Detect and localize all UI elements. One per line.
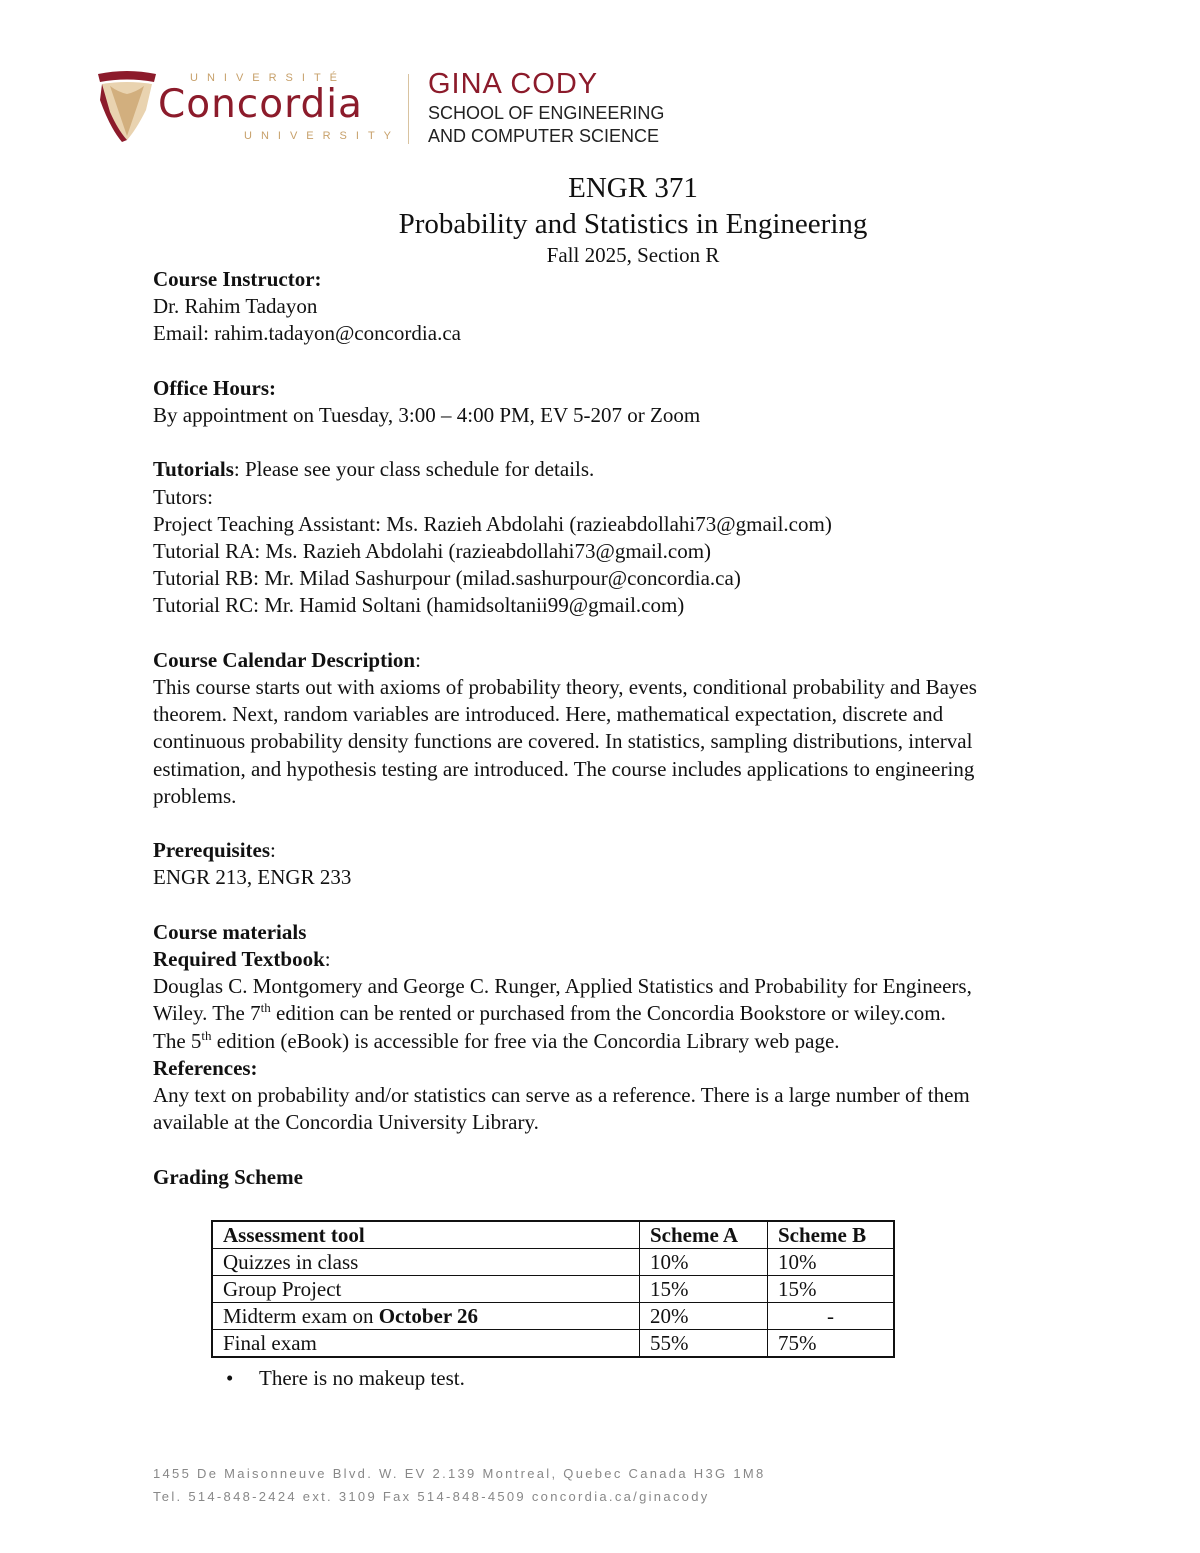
superscript: th xyxy=(260,1000,271,1016)
column-header: Scheme B xyxy=(768,1221,895,1249)
textbook-line-3b: edition (eBook) is accessible for free via the Concordia Library web page. xyxy=(211,1028,840,1053)
tutorials-text: : Please see your class schedule for details. xyxy=(233,457,595,482)
references-heading: References: xyxy=(153,1055,258,1080)
textbook-line-2b: edition can be rented or purchased from the Concordia Bookstore or wiley.com. xyxy=(270,1001,946,1026)
textbook-heading: Required Textbook xyxy=(153,947,325,971)
table-row xyxy=(212,1303,894,1330)
textbook-line-2 xyxy=(153,1000,1083,1027)
prerequisites-colon: : xyxy=(270,838,276,863)
concordia-wordmark: Concordia xyxy=(158,82,363,127)
textbook-line-3 xyxy=(153,1028,1083,1055)
calendar-line: estimation, and hypothesis testing are introduced. The course includes applications to engineering xyxy=(153,756,975,781)
table-cell: 15% xyxy=(640,1276,768,1303)
instructor-name: Dr. Rahim Tadayon xyxy=(153,294,318,319)
textbook-line-1: Douglas C. Montgomery and George C. Runger, Applied Statistics and Probability for Engineers, xyxy=(153,974,972,999)
footer-address: 1455 De Maisonneuve Blvd. W. EV 2.139 Montreal, Quebec Canada H3G 1M8 xyxy=(153,1466,766,1481)
logo-divider xyxy=(408,74,409,144)
makeup-note: There is no makeup test. xyxy=(259,1366,465,1390)
references-line-2: available at the Concordia University Library. xyxy=(153,1110,539,1135)
grading-table xyxy=(211,1220,895,1358)
course-title: Probability and Statistics in Engineering xyxy=(398,208,868,240)
calendar-line: theorem. Next, random variables are introduced. Here, mathematical expectation, discrete and xyxy=(153,702,944,727)
column-header: Assessment tool xyxy=(212,1221,640,1249)
table-cell: 10% xyxy=(640,1249,768,1276)
school-name: GINA CODY xyxy=(428,68,599,100)
prerequisites-text: ENGR 213, ENGR 233 xyxy=(153,865,352,890)
table-cell: Quizzes in class xyxy=(212,1249,640,1276)
tutor-line: Tutorial RA: Ms. Razieh Abdolahi (razieabdollahi73@gmail.com) xyxy=(153,539,712,563)
table-row xyxy=(212,1249,894,1276)
course-code: ENGR 371 xyxy=(568,172,698,204)
calendar-line: This course starts out with axioms of probability theory, events, conditional probability and Bayes xyxy=(153,675,977,699)
midterm-label: Midterm exam on xyxy=(223,1303,379,1328)
textbook-line-2a: Wiley. The 7 xyxy=(153,1001,261,1026)
instructor-heading: Course Instructor: xyxy=(153,267,322,291)
table-cell: 20% xyxy=(640,1303,768,1330)
calendar-line: continuous probability density functions are covered. In statistics, sampling distributions, interval xyxy=(153,729,973,754)
textbook-colon: : xyxy=(324,947,331,971)
tutor-line: Project Teaching Assistant: Ms. Razieh Abdolahi (razieabdollahi73@gmail.com) xyxy=(153,511,832,536)
table-row xyxy=(212,1276,894,1303)
tutors-label: Tutors: xyxy=(153,484,213,509)
midterm-date: October 26 xyxy=(378,1303,479,1328)
office-hours-heading: Office Hours: xyxy=(153,375,277,400)
table-cell: - xyxy=(768,1303,895,1330)
grading-heading: Grading Scheme xyxy=(153,1164,303,1189)
school-line-1: SCHOOL OF ENGINEERING xyxy=(428,103,665,123)
school-line-2: AND COMPUTER SCIENCE xyxy=(428,126,660,146)
tutor-line: Tutorial RB: Mr. Milad Sashurpour (milad.sashurpour@concordia.ca) xyxy=(153,566,741,591)
calendar-colon: : xyxy=(415,647,421,672)
column-header: Scheme A xyxy=(640,1221,768,1249)
materials-heading: Course materials xyxy=(153,919,307,944)
table-cell xyxy=(212,1303,640,1330)
instructor-email[interactable]: Email: rahim.tadayon@concordia.ca xyxy=(153,321,461,346)
table-cell: 10% xyxy=(768,1249,895,1276)
textbook-line-3a: The 5 xyxy=(153,1028,202,1053)
tutor-line: Tutorial RC: Mr. Hamid Soltani (hamidsoltanii99@gmail.com) xyxy=(153,593,685,618)
superscript: th xyxy=(201,1027,212,1043)
table-cell: 55% xyxy=(640,1330,768,1358)
syllabus-body xyxy=(153,266,1083,1191)
course-term: Fall 2025, Section R xyxy=(546,243,720,267)
table-cell: Group Project xyxy=(212,1276,640,1303)
table-row xyxy=(212,1330,894,1358)
calendar-heading: Course Calendar Description xyxy=(153,647,416,672)
concordia-crest-icon xyxy=(96,70,158,144)
footer-contact: Tel. 514-848-2424 ext. 3109 Fax 514-848-4509 concordia.ca/ginacody xyxy=(153,1489,710,1504)
calendar-line: problems. xyxy=(153,783,237,808)
table-cell: 15% xyxy=(768,1276,895,1303)
bullet-icon: • xyxy=(226,1366,234,1390)
universite-wordmark: UNIVERSITÉ xyxy=(190,72,347,84)
table-header-row xyxy=(212,1221,894,1249)
table-cell: 75% xyxy=(768,1330,895,1358)
tutorials-heading: Tutorials xyxy=(153,457,234,482)
office-hours-text: By appointment on Tuesday, 3:00 – 4:00 PM, EV 5-207 or Zoom xyxy=(153,403,701,427)
references-line-1: Any text on probability and/or statistics can serve as a reference. There is a large number of them xyxy=(153,1083,970,1108)
prerequisites-heading: Prerequisites xyxy=(153,838,271,863)
table-cell: Final exam xyxy=(212,1330,640,1358)
university-wordmark: UNIVERSITY xyxy=(244,130,401,142)
